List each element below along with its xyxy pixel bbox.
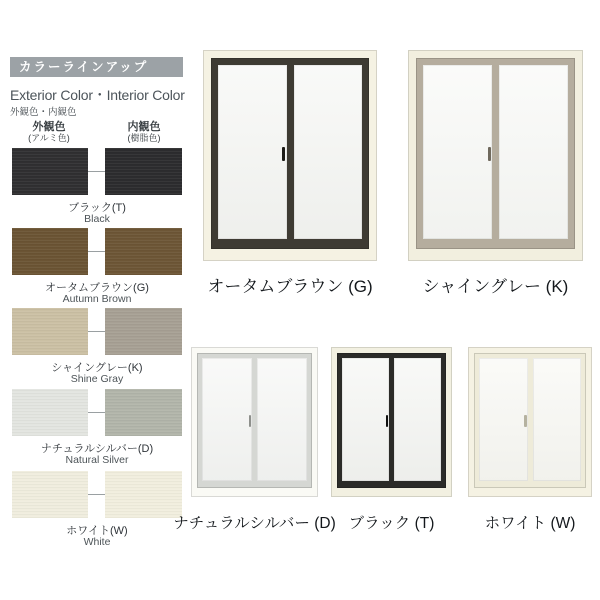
- interior-swatch: [105, 228, 182, 275]
- color-swatch-row-natural-silver: [10, 389, 184, 469]
- column-sublabel: (アルミ色): [28, 133, 70, 143]
- color-swatch-row-black: [10, 148, 184, 228]
- window-surround: [408, 50, 583, 261]
- color-swatch-row-shine-gray: [10, 308, 184, 388]
- window-label: ブラック (T): [348, 515, 435, 532]
- column-header-exterior: [10, 121, 88, 144]
- window-label: オータムブラウン (G): [207, 277, 373, 296]
- exterior-swatch: [12, 228, 88, 275]
- color-name-en: Autumn Brown: [62, 293, 132, 305]
- color-name-ja: シャイングレー(K): [51, 362, 143, 374]
- color-name-ja: ブラック(T): [68, 202, 126, 214]
- column-sublabel: (樹脂色): [127, 133, 161, 143]
- window-frame: [416, 58, 575, 249]
- window-panes: [479, 358, 581, 481]
- color-name-en: Black: [84, 213, 110, 225]
- window-preview-natural-silver: [173, 347, 336, 537]
- window-preview-black: [331, 347, 452, 537]
- window-lock-handle: [524, 415, 527, 427]
- window-lock-handle: [249, 415, 252, 427]
- window-panes: [423, 65, 568, 239]
- color-name-en: Natural Silver: [65, 454, 129, 466]
- glass-pane-left: [423, 65, 492, 239]
- interior-swatch: [105, 308, 182, 355]
- exterior-swatch: [12, 308, 88, 355]
- color-name-en: Shine Gray: [70, 373, 124, 385]
- interior-swatch: [105, 148, 182, 195]
- window-frame: [197, 353, 312, 488]
- window-preview-shine-gray: [408, 50, 583, 295]
- glass-pane-right: [533, 358, 582, 481]
- swatch-connector-line: [88, 331, 105, 332]
- color-lineup-sidebar: [10, 0, 186, 600]
- lineup-title-ja: 外観色・内観色: [10, 107, 77, 118]
- color-swatch-row-white: [10, 471, 184, 551]
- window-lock-handle: [386, 415, 389, 427]
- interior-swatch: [105, 471, 182, 518]
- window-preview-autumn-brown: [203, 50, 377, 295]
- window-surround: [468, 347, 592, 497]
- exterior-swatch: [12, 471, 88, 518]
- exterior-swatch: [12, 148, 88, 195]
- swatch-connector-line: [88, 412, 105, 413]
- window-surround: [331, 347, 452, 497]
- color-name-ja: ホワイト(W): [66, 525, 128, 537]
- glass-pane-left: [479, 358, 528, 481]
- glass-pane-right: [394, 358, 441, 481]
- window-label: ナチュラルシルバー (D): [173, 515, 336, 532]
- color-name-ja: ナチュラルシルバー(D): [40, 443, 154, 455]
- window-frame: [474, 353, 586, 488]
- window-frame: [337, 353, 446, 488]
- color-name-ja: オータムブラウン(G): [45, 282, 149, 294]
- window-panes: [218, 65, 362, 239]
- glass-pane-right: [499, 65, 568, 239]
- swatch-connector-line: [88, 494, 105, 495]
- glass-pane-right: [294, 65, 363, 239]
- window-preview-white: [468, 347, 592, 537]
- color-swatch-row-autumn-brown: [10, 228, 184, 308]
- window-frame: [211, 58, 369, 249]
- column-label: 外観色: [32, 121, 66, 133]
- window-lock-handle: [488, 147, 491, 161]
- interior-swatch: [105, 389, 182, 436]
- glass-pane-left: [342, 358, 389, 481]
- window-surround: [203, 50, 377, 261]
- glass-pane-right: [257, 358, 307, 481]
- color-name-en: White: [83, 536, 111, 548]
- exterior-swatch: [12, 389, 88, 436]
- column-header-interior: [104, 121, 184, 144]
- window-panes: [342, 358, 441, 481]
- glass-pane-left: [202, 358, 252, 481]
- window-label: ホワイト (W): [484, 515, 576, 532]
- window-lock-handle: [282, 147, 285, 161]
- swatch-connector-line: [88, 251, 105, 252]
- column-label: 内観色: [127, 121, 161, 133]
- lineup-header: カラーラインアップ: [10, 57, 183, 77]
- lineup-title-en: Exterior Color・Interior Color: [10, 87, 185, 103]
- swatch-connector-line: [88, 171, 105, 172]
- window-panes: [202, 358, 307, 481]
- window-label: シャイングレー (K): [422, 277, 569, 296]
- window-surround: [191, 347, 318, 497]
- glass-pane-left: [218, 65, 287, 239]
